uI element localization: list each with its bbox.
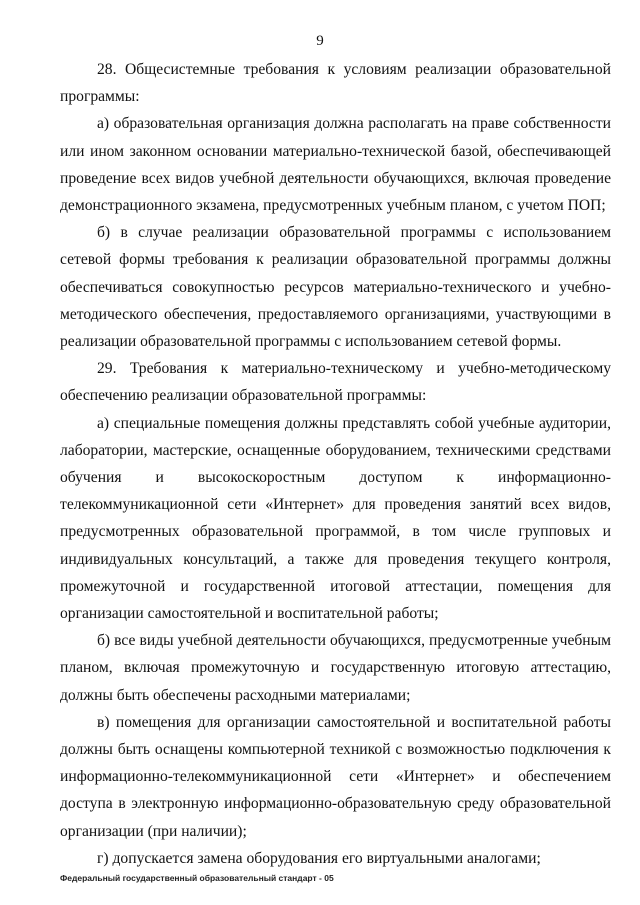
paragraph-28-heading: 28. Общесистемные требования к условиям реализации образовательной программы: xyxy=(60,61,611,106)
document-body xyxy=(60,56,611,872)
paragraph-29-g: г) допускается замена оборудования его виртуальными аналогами; xyxy=(97,849,541,867)
page-footer: Федеральный государственный образовательный стандарт - 05 xyxy=(60,873,334,883)
paragraph-29-b: б) все виды учебной деятельности обучающихся, предусмотренные учебным планом, включая промежуточную и государственную итоговую аттестацию, должны быть обеспечены расходными материалами; xyxy=(60,632,611,704)
page-number: 9 xyxy=(316,33,324,49)
paragraph-28-b: б) в случае реализации образовательной программы с использованием сетевой формы требования к реализации образовательной программы должны обеспечиваться совокупностью ресурсов материально-технического и учебно-методического обеспечения, предоставляемого организациями, участвующими в реализации образовательной программы с использованием сетевой формы. xyxy=(60,224,611,351)
paragraph-29-heading: 29. Требования к материально-техническому и учебно-методическому обеспечению реализации образовательной программы: xyxy=(60,360,611,405)
paragraph-28-a: а) образовательная организация должна располагать на праве собственности или ином законном основании материально-технической базой, обеспечивающей проведение всех видов учебной деятельности обучающихся, включая проведение демонстрационного экзамена, предусмотренных учебным планом, с учетом ПОП; xyxy=(60,115,611,215)
paragraph-29-a: а) специальные помещения должны представлять собой учебные аудитории, лаборатории, мастерские, оснащенные оборудованием, техническими средствами обучения и высокоскоростным доступом к информационно-телекоммуникационной сети «Интернет» для проведения занятий всех видов, предусмотренных образовательной программой, в том числе групповых и индивидуальных консультаций, а также для проведения текущего контроля, промежуточной и государственной итоговой аттестации, помещения для организации самостоятельной и воспитательной работы; xyxy=(60,414,611,623)
paragraph-29-v: в) помещения для организации самостоятельной и воспитательной работы должны быть оснащены компьютерной техникой с возможностью подключения к информационно-телекоммуникационной сети «Интернет» и обеспечением доступа в электронную информационно-образовательную среду образовательной организации (при наличии); xyxy=(60,713,611,840)
